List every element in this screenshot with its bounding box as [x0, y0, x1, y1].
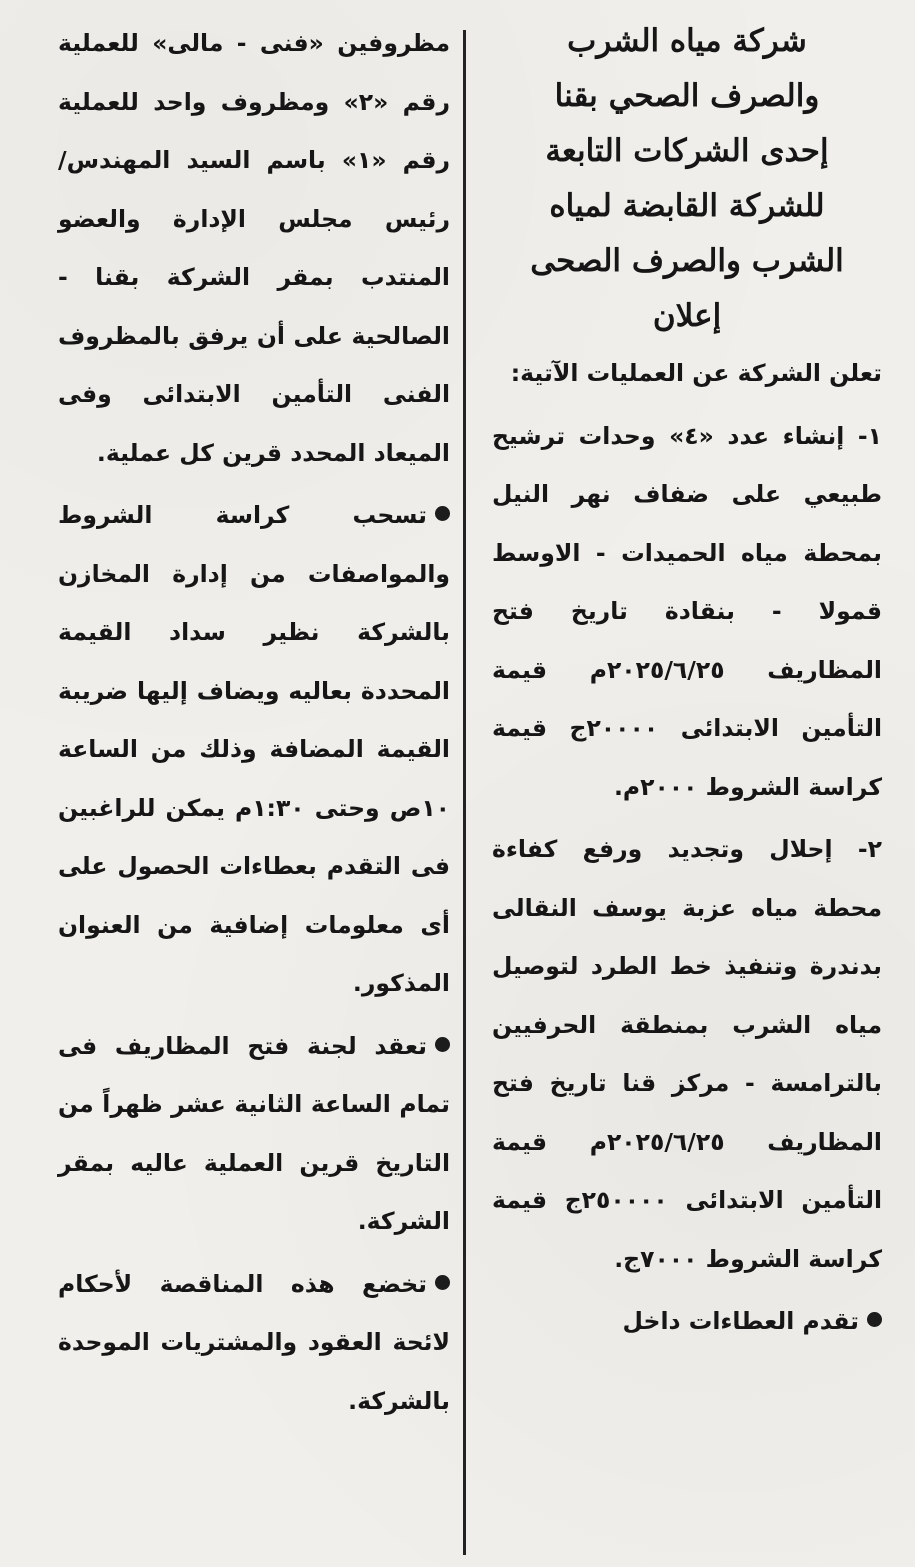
header-line-2: والصرف الصحي بقنا — [554, 78, 820, 114]
bullet-icon — [435, 1275, 450, 1290]
bullet-icon — [435, 1037, 450, 1052]
bullet-submission-start-text: تقدم العطاءات داخل — [622, 1307, 859, 1335]
bullet-icon — [435, 506, 450, 521]
bullet-icon — [867, 1312, 882, 1327]
intro-paragraph: تعلن الشركة عن العمليات الآتية: — [510, 359, 882, 387]
header-line-4: للشركة القابضة لمياه — [549, 188, 825, 224]
bullet-regulations-text: تخضع هذه المناقصة لأحكام لائحة العقود والمشتريات الموحدة بالشركة. — [58, 1269, 450, 1415]
bullet-submission-end: مظروفين «فنى - مالى» للعملية رقم «٢» ومظروف واحد للعملية رقم «١» باسم السيد المهندس/ رئيس مجلس الإدارة والعضو المنتدب بمقر الشركة بقنا - الصالحية على أن يرفق بالمظروف الفنى التأمين الابتدائى وفى الميعاد المحدد قرين كل عملية. — [58, 29, 450, 467]
bullet-conditions-booklet-text: تسحب كراسة الشروط والمواصفات من إدارة المخازن بالشركة نظير سداد القيمة المحددة بعاليه ويضاف إليها ضريبة القيمة المضافة وذلك من الساعة ١٠ص وحتى ١:٣٠م يمكن للراغبين فى التقدم بعطاءات الحصول على أى معلومات إضافية من العنوان المذكور. — [58, 501, 450, 997]
announcement-header — [492, 14, 882, 344]
tender-item-2: ٢- إحلال وتجديد ورفع كفاءة محطة مياه عزبة يوسف النقالى بدندرة وتنفيذ خط الطرد لتوصيل مياه الشرب بمنطقة الحرفيين بالترامسة - مركز قنا تاريخ فتح المظاريف ٢٠٢٥/٦/٢٥م قيمة التأمين الابتدائى ٢٥٠٠٠٠ج قيمة كراسة الشروط ٧٠٠٠ج. — [492, 835, 882, 1273]
bullet-regulations — [58, 1255, 450, 1431]
bullet-envelope-committee-text: تعقد لجنة فتح المظاريف فى تمام الساعة الثانية عشر ظهراً من التاريخ قرين العملية عاليه بمقر الشركة. — [58, 1031, 450, 1235]
bullet-conditions-booklet — [58, 486, 450, 1013]
tender-item-1: ١- إنشاء عدد «٤» وحدات ترشيح طبيعي على ضفاف نهر النيل بمحطة مياه الحميدات - الاوسط قمولا - بنقادة تاريخ فتح المظاريف ٢٠٢٥/٦/٢٥م قيمة التأمين الابتدائى ٢٠٠٠٠ج قيمة كراسة الشروط ٢٠٠٠م. — [492, 421, 883, 801]
bullet-envelope-committee — [58, 1017, 450, 1251]
bullet-submission-start — [492, 1292, 882, 1351]
header-line-5: الشرب والصرف الصحى — [530, 243, 844, 279]
announcement-label: إعلان — [652, 298, 722, 334]
right-column — [492, 14, 882, 1351]
header-line-1: شركة مياه الشرب — [567, 23, 807, 59]
left-column — [58, 14, 450, 1430]
column-divider — [463, 30, 466, 1555]
header-line-3: إحدى الشركات التابعة — [545, 133, 829, 169]
